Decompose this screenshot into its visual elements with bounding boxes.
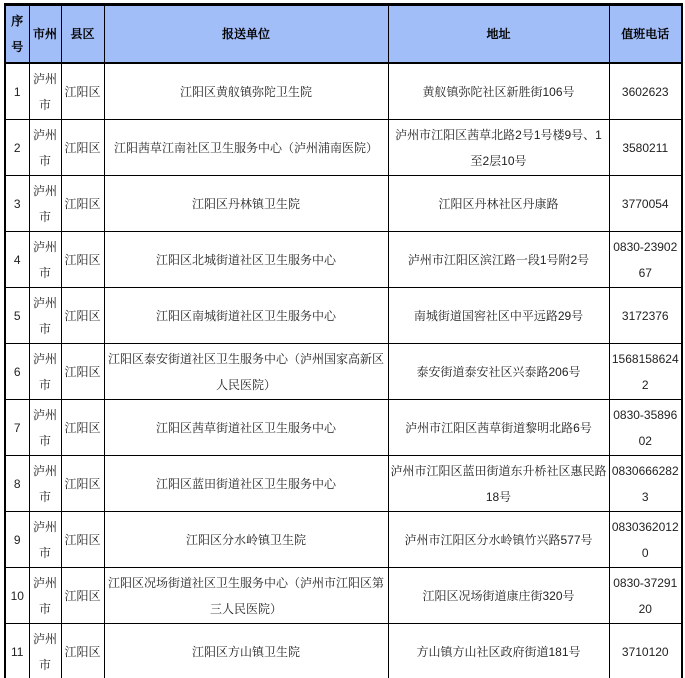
cell-address: 黄舣镇弥陀社区新胜街106号 bbox=[388, 63, 609, 120]
table-row bbox=[5, 344, 682, 400]
health-center-contact-table bbox=[4, 3, 683, 678]
cell-city: 泸州市 bbox=[29, 456, 61, 512]
cell-county: 江阳区 bbox=[61, 288, 104, 344]
table-row bbox=[5, 456, 682, 512]
table-row bbox=[5, 120, 682, 176]
cell-city: 泸州市 bbox=[29, 120, 61, 176]
cell-county: 江阳区 bbox=[61, 232, 104, 288]
table-body bbox=[5, 63, 682, 678]
cell-address: 泸州市江阳区滨江路一段1号附2号 bbox=[388, 232, 609, 288]
cell-city: 泸州市 bbox=[29, 624, 61, 678]
table-row bbox=[5, 232, 682, 288]
cell-address: 泸州市江阳区茜草北路2号1号楼9号、1至2层10号 bbox=[388, 120, 609, 176]
column-header-county: 县区 bbox=[61, 5, 104, 64]
table-row bbox=[5, 288, 682, 344]
cell-city: 泸州市 bbox=[29, 63, 61, 120]
cell-phone: 3580211 bbox=[609, 120, 682, 176]
cell-seq: 5 bbox=[5, 288, 29, 344]
cell-phone: 3602623 bbox=[609, 63, 682, 120]
cell-address: 江阳区丹林社区丹康路 bbox=[388, 176, 609, 232]
cell-county: 江阳区 bbox=[61, 344, 104, 400]
cell-seq: 1 bbox=[5, 63, 29, 120]
column-header-city: 市州 bbox=[29, 5, 61, 64]
column-header-unit: 报送单位 bbox=[104, 5, 388, 64]
cell-unit: 江阳区茜草街道社区卫生服务中心 bbox=[104, 400, 388, 456]
cell-unit: 江阳区方山镇卫生院 bbox=[104, 624, 388, 678]
cell-unit: 江阳区南城街道社区卫生服务中心 bbox=[104, 288, 388, 344]
column-header-phone: 值班电话 bbox=[609, 5, 682, 64]
table-row bbox=[5, 176, 682, 232]
cell-unit: 江阳区黄舣镇弥陀卫生院 bbox=[104, 63, 388, 120]
cell-seq: 6 bbox=[5, 344, 29, 400]
table-row bbox=[5, 512, 682, 568]
cell-phone: 15681586242 bbox=[609, 344, 682, 400]
column-header-seq: 序号 bbox=[5, 5, 29, 64]
cell-seq: 11 bbox=[5, 624, 29, 678]
cell-seq: 10 bbox=[5, 568, 29, 624]
cell-unit: 江阳区北城街道社区卫生服务中心 bbox=[104, 232, 388, 288]
cell-city: 泸州市 bbox=[29, 512, 61, 568]
table-row bbox=[5, 63, 682, 120]
cell-phone: 08303620120 bbox=[609, 512, 682, 568]
table-header-row bbox=[5, 5, 682, 64]
cell-phone: 0830-3729120 bbox=[609, 568, 682, 624]
cell-seq: 7 bbox=[5, 400, 29, 456]
cell-phone: 3172376 bbox=[609, 288, 682, 344]
cell-city: 泸州市 bbox=[29, 568, 61, 624]
cell-phone: 0830-2390267 bbox=[609, 232, 682, 288]
table-row bbox=[5, 400, 682, 456]
cell-city: 泸州市 bbox=[29, 232, 61, 288]
table-head bbox=[5, 5, 682, 64]
cell-unit: 江阳区况场街道社区卫生服务中心（泸州市江阳区第三人民医院） bbox=[104, 568, 388, 624]
cell-address: 南城街道国窖社区中平远路29号 bbox=[388, 288, 609, 344]
cell-address: 泰安街道泰安社区兴泰路206号 bbox=[388, 344, 609, 400]
cell-unit: 江阳茜草江南社区卫生服务中心（泸州浦南医院） bbox=[104, 120, 388, 176]
cell-seq: 3 bbox=[5, 176, 29, 232]
cell-city: 泸州市 bbox=[29, 344, 61, 400]
cell-address: 泸州市江阳区茜草街道黎明北路6号 bbox=[388, 400, 609, 456]
cell-phone: 3710120 bbox=[609, 624, 682, 678]
cell-unit: 江阳区丹林镇卫生院 bbox=[104, 176, 388, 232]
table-row bbox=[5, 624, 682, 678]
cell-phone: 0830-3589602 bbox=[609, 400, 682, 456]
cell-county: 江阳区 bbox=[61, 63, 104, 120]
cell-county: 江阳区 bbox=[61, 624, 104, 678]
cell-address: 泸州市江阳区蓝田街道东升桥社区惠民路18号 bbox=[388, 456, 609, 512]
column-header-address: 地址 bbox=[388, 5, 609, 64]
cell-unit: 江阳区蓝田街道社区卫生服务中心 bbox=[104, 456, 388, 512]
cell-county: 江阳区 bbox=[61, 456, 104, 512]
cell-seq: 4 bbox=[5, 232, 29, 288]
cell-phone: 3770054 bbox=[609, 176, 682, 232]
cell-county: 江阳区 bbox=[61, 120, 104, 176]
cell-county: 江阳区 bbox=[61, 512, 104, 568]
cell-address: 方山镇方山社区政府街道181号 bbox=[388, 624, 609, 678]
cell-address: 江阳区况场街道康庄街320号 bbox=[388, 568, 609, 624]
cell-seq: 2 bbox=[5, 120, 29, 176]
cell-county: 江阳区 bbox=[61, 568, 104, 624]
cell-seq: 9 bbox=[5, 512, 29, 568]
cell-seq: 8 bbox=[5, 456, 29, 512]
cell-city: 泸州市 bbox=[29, 176, 61, 232]
cell-county: 江阳区 bbox=[61, 176, 104, 232]
cell-county: 江阳区 bbox=[61, 400, 104, 456]
cell-city: 泸州市 bbox=[29, 400, 61, 456]
cell-address: 泸州市江阳区分水岭镇竹兴路577号 bbox=[388, 512, 609, 568]
cell-unit: 江阳区泰安街道社区卫生服务中心（泸州国家高新区人民医院） bbox=[104, 344, 388, 400]
cell-city: 泸州市 bbox=[29, 288, 61, 344]
cell-phone: 08306662823 bbox=[609, 456, 682, 512]
table-row bbox=[5, 568, 682, 624]
cell-unit: 江阳区分水岭镇卫生院 bbox=[104, 512, 388, 568]
